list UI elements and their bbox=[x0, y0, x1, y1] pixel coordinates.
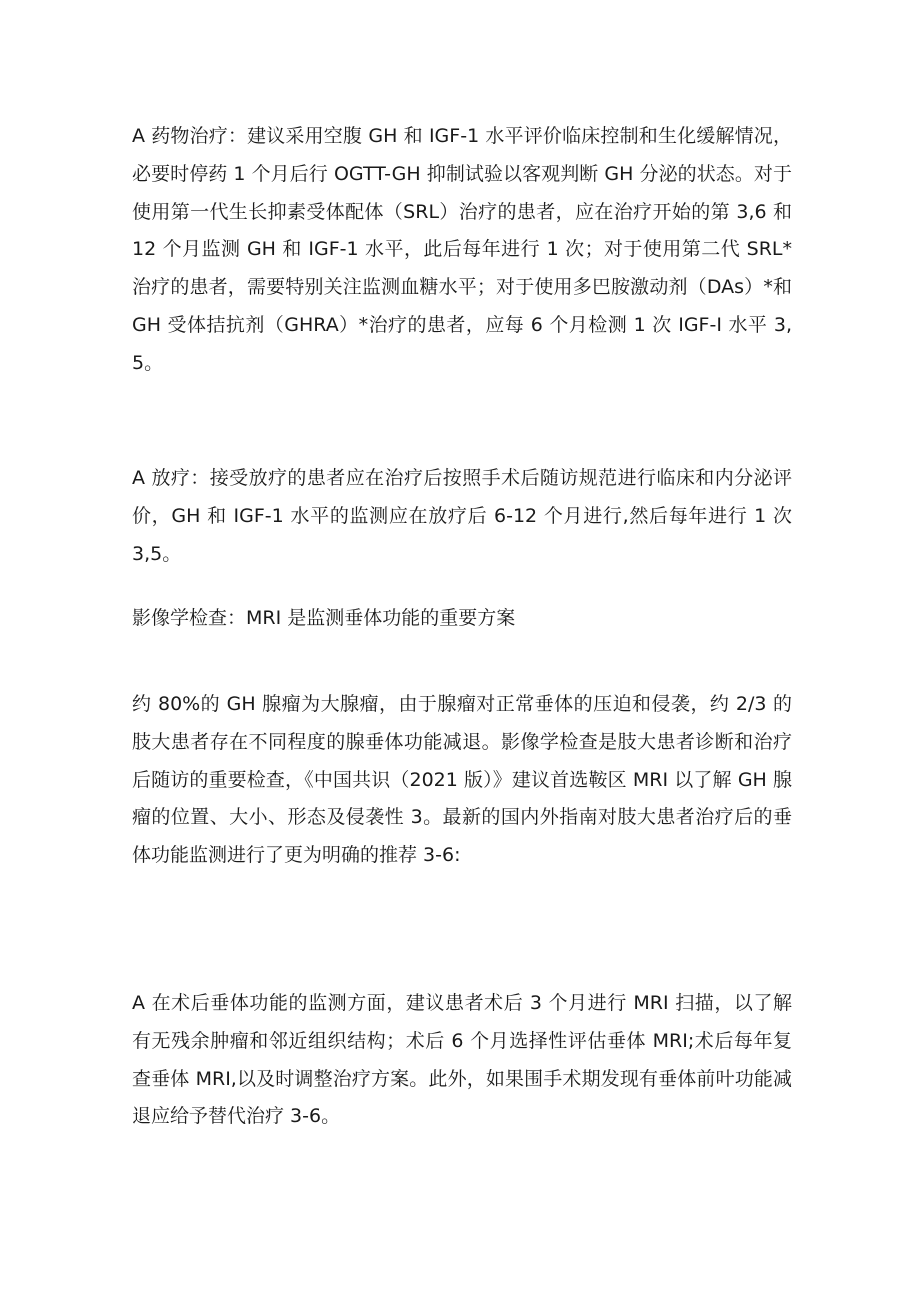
paragraph-drug-therapy: A 药物治疗：建议采用空腹 GH 和 IGF-1 水平评价临床控制和生化缓解情况，必要时停药 1 个月后行 OGTT-GH 抑制试验以客观判断 GH 分泌的状态。对于使用第一代生长抑素受体配体（SRL）治疗的患者，应在治疗开始的第 3,6 和 12 个月监测 GH 和 IGF-1 水平，此后每年进行 1 次；对于使用第二代 SRL*治疗的患者，需要特别关注监测血糖水平；对于使用多巴胺激动剂（DAs）*和 GH 受体拮抗剂（GHRA）*治疗的患者，应每 6 个月检测 1 次 IGF-I 水平 3,5。 bbox=[132, 125, 792, 374]
section-heading-imaging: 影像学检查：MRI 是监测垂体功能的重要方案 bbox=[132, 607, 516, 629]
paragraph-imaging: 约 80%的 GH 腺瘤为大腺瘤，由于腺瘤对正常垂体的压迫和侵袭，约 2/3 的肢大患者存在不同程度的腺垂体功能减退。影像学检查是肢大患者诊断和治疗后随访的重要检查，《中国共识（2021 版）》建议首选鞍区 MRI 以了解 GH 腺瘤的位置、大小、形态及侵袭性 3。最新的国内外指南对肢大患者治疗后的垂体功能监测进行了更为明确的推荐 3-6: bbox=[132, 693, 792, 867]
paragraph-postop-monitoring: A 在术后垂体功能的监测方面，建议患者术后 3 个月进行 MRI 扫描，以了解有无残余肿瘤和邻近组织结构；术后 6 个月选择性评估垂体 MRI;术后每年复查垂体 MRI,以及时调整治疗方案。此外，如果围手术期发现有垂体前叶功能减退应给予替代治疗 3-6。 bbox=[132, 992, 792, 1128]
paragraph-radiotherapy: A 放疗：接受放疗的患者应在治疗后按照手术后随访规范进行临床和内分泌评价，GH 和 IGF-1 水平的监测应在放疗后 6-12 个月进行,然后每年进行 1 次 3,5。 bbox=[132, 467, 792, 565]
